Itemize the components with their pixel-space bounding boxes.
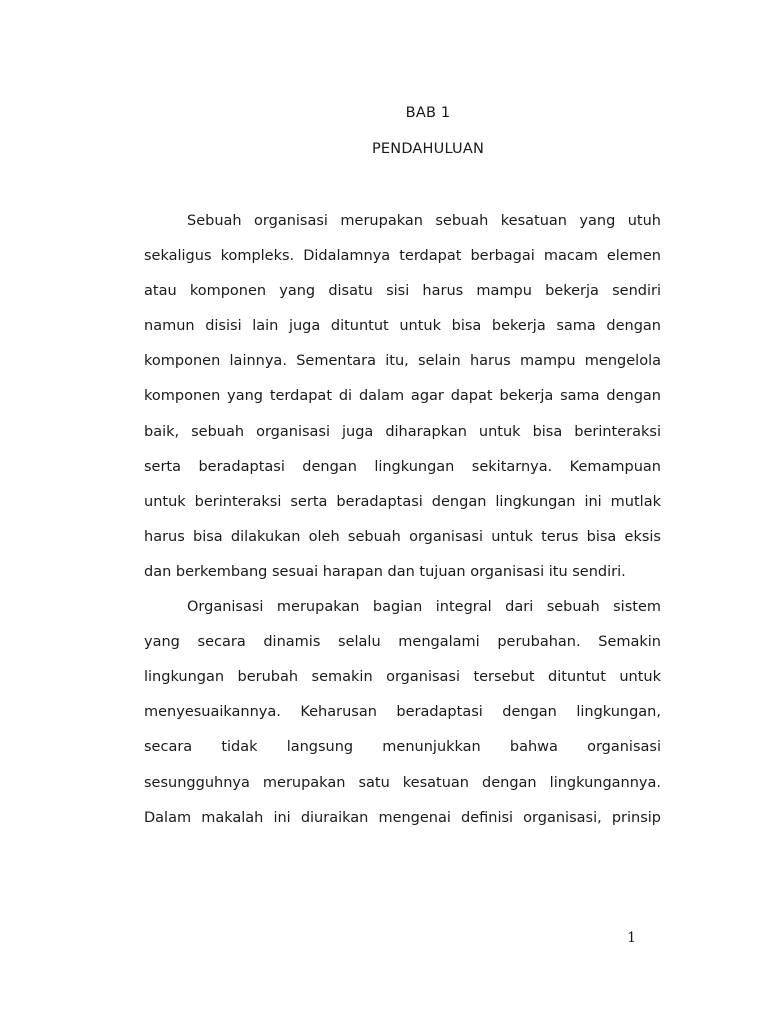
text-line: Sebuah organisasi merupakan sebuah kesatuan yang utuh bbox=[187, 213, 661, 229]
text-line: harus bisa dilakukan oleh sebuah organisasi untuk terus bisa eksis bbox=[144, 528, 661, 545]
text-line: secara tidak langsung menunjukkan bahwa organisasi bbox=[144, 739, 661, 756]
text-line: sesungguhnya merupakan satu kesatuan dengan lingkungannya. bbox=[144, 774, 661, 791]
text-line: untuk berinteraksi serta beradaptasi dengan lingkungan ini mutlak bbox=[144, 493, 661, 510]
paragraph-2 bbox=[144, 590, 661, 836]
text-line: namun disisi lain juga dituntut untuk bisa bekerja sama dengan bbox=[144, 318, 661, 335]
text-line: atau komponen yang disatu sisi harus mampu bekerja sendiri bbox=[144, 283, 661, 300]
text-line: komponen yang terdapat di dalam agar dapat bekerja sama dengan bbox=[144, 388, 661, 405]
text-line: serta beradaptasi dengan lingkungan sekitarnya. Kemampuan bbox=[144, 458, 661, 475]
paragraph-1 bbox=[144, 204, 661, 590]
text-line: dan berkembang sesuai harapan dan tujuan organisasi itu sendiri. bbox=[144, 563, 626, 580]
page-number: 1 bbox=[627, 930, 636, 946]
text-line: yang secara dinamis selalu mengalami perubahan. Semakin bbox=[144, 634, 661, 651]
text-line: lingkungan berubah semakin organisasi tersebut dituntut untuk bbox=[144, 669, 661, 686]
text-line: baik, sebuah organisasi juga diharapkan untuk bisa berinteraksi bbox=[144, 423, 661, 440]
text-line: sekaligus kompleks. Didalamnya terdapat berbagai macam elemen bbox=[144, 248, 661, 265]
text-line: komponen lainnya. Sementara itu, selain harus mampu mengelola bbox=[144, 353, 661, 370]
text-line: Dalam makalah ini diuraikan mengenai definisi organisasi, prinsip bbox=[144, 809, 661, 826]
text-line: Organisasi merupakan bagian integral dari sebuah sistem bbox=[187, 599, 661, 616]
body-text bbox=[144, 204, 661, 836]
chapter-heading: BAB 1 bbox=[405, 105, 451, 121]
chapter-title: PENDAHULUAN bbox=[371, 141, 485, 157]
text-line: menyesuaikannya. Keharusan beradaptasi dengan lingkungan, bbox=[144, 704, 661, 721]
